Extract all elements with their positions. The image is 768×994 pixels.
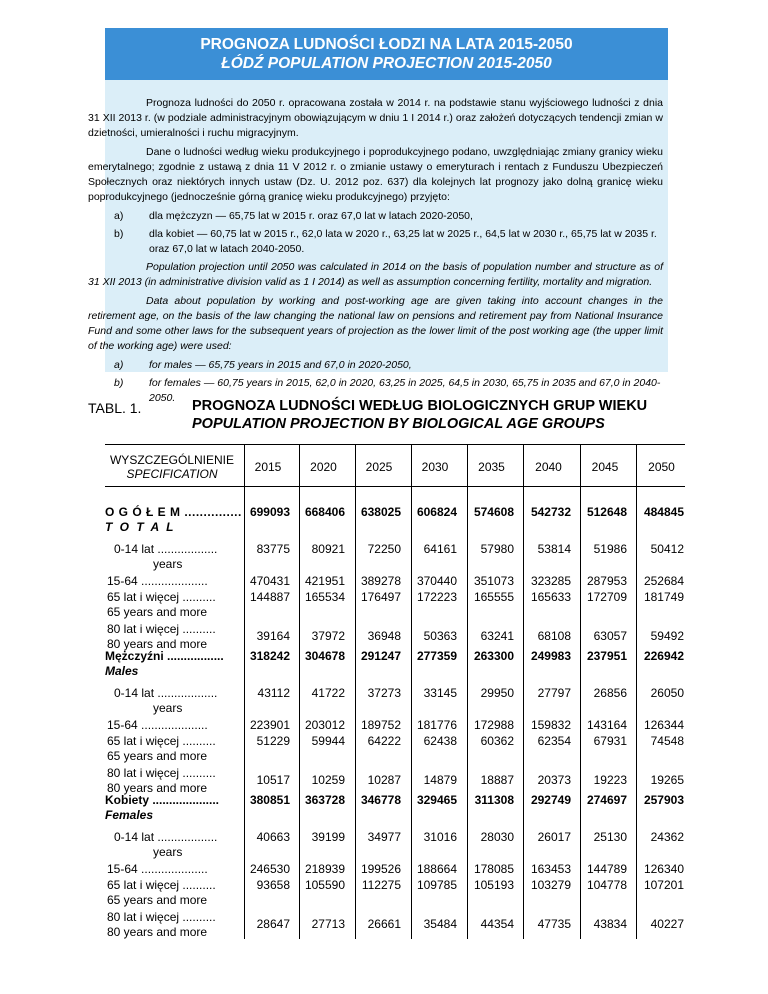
cell-value: 14879 bbox=[423, 773, 457, 787]
row-label-pl: 65 lat i więcej .......... bbox=[107, 878, 216, 892]
cell-value: 43112 bbox=[257, 686, 290, 700]
note-item-a bbox=[88, 209, 663, 224]
section-label-en: Males bbox=[105, 664, 139, 678]
row-label-en: 80 years and more bbox=[107, 781, 208, 795]
total-value: 638025 bbox=[360, 505, 401, 519]
cell-value: 59492 bbox=[650, 629, 684, 643]
total-value: 606824 bbox=[416, 505, 457, 519]
cell-value: 93658 bbox=[256, 878, 290, 892]
total-value: 318242 bbox=[249, 649, 290, 663]
section-label-en: T O T A L bbox=[105, 520, 176, 534]
cell-value: 10259 bbox=[311, 773, 345, 787]
year-header: 2015 bbox=[254, 460, 282, 474]
cell-value: 37273 bbox=[367, 686, 401, 700]
table-number: TABL. 1. bbox=[88, 400, 142, 416]
cell-value: 109785 bbox=[416, 878, 457, 892]
cell-value: 63057 bbox=[593, 629, 627, 643]
cell-value: 68108 bbox=[537, 629, 571, 643]
cell-value: 29950 bbox=[480, 686, 514, 700]
item-text: for females — 60,75 years in 2015, 62,0 in 2020, 63,25 in 2025, 64,5 in 2030, 65,75 in 2035 and 67,0 in 2040-2050. bbox=[149, 377, 661, 404]
cell-value: 112275 bbox=[361, 878, 401, 892]
row-label-en: years bbox=[153, 557, 183, 571]
year-header: 2035 bbox=[478, 460, 505, 474]
cell-value: 389278 bbox=[360, 574, 401, 588]
row-label-en: 80 years and more bbox=[107, 637, 208, 651]
cell-value: 165555 bbox=[473, 590, 514, 604]
cell-value: 107201 bbox=[643, 878, 684, 892]
cell-value: 218939 bbox=[304, 862, 345, 876]
section-label-en: Females bbox=[105, 808, 154, 822]
total-value: 329465 bbox=[416, 793, 457, 807]
cell-value: 50412 bbox=[650, 542, 684, 556]
cell-value: 51229 bbox=[256, 734, 290, 748]
note-paragraph-pl-1: Prognoza ludności do 2050 r. opracowana została w 2014 r. na podstawie stanu wyjściowego ludności z dnia 31 XII 2013 r. (w podziale administracyjnym obowiązującym w dniu 1 I 2014 r.) oraz założeń dotyczących tendencji zmian w dzietności, umieralności i ruchu migracyjnym. bbox=[88, 97, 663, 139]
cell-value: 19223 bbox=[593, 773, 627, 787]
cell-value: 26017 bbox=[537, 830, 571, 844]
cell-value: 63241 bbox=[480, 629, 514, 643]
row-label-en: 65 years and more bbox=[107, 749, 208, 763]
year-header: 2045 bbox=[591, 460, 619, 474]
cell-value: 27713 bbox=[311, 917, 345, 931]
year-header: 2020 bbox=[310, 460, 337, 474]
cell-value: 172223 bbox=[416, 590, 457, 604]
total-value: 226942 bbox=[643, 649, 684, 663]
cell-value: 178085 bbox=[473, 862, 514, 876]
cell-value: 43834 bbox=[593, 917, 627, 931]
cell-value: 53814 bbox=[537, 542, 571, 556]
row-label-pl: 65 lat i więcej .......... bbox=[107, 734, 216, 748]
row-label-pl: 0-14 lat .................. bbox=[114, 686, 218, 700]
total-value: 542732 bbox=[530, 505, 571, 519]
item-marker: a) bbox=[114, 210, 124, 222]
total-value: 484845 bbox=[643, 505, 684, 519]
cell-value: 172988 bbox=[473, 718, 514, 732]
cell-value: 104778 bbox=[586, 878, 627, 892]
cell-value: 144887 bbox=[249, 590, 290, 604]
year-header: 2040 bbox=[535, 460, 562, 474]
cell-value: 36948 bbox=[367, 629, 401, 643]
row-label-pl: 0-14 lat .................. bbox=[114, 830, 218, 844]
cell-value: 72250 bbox=[367, 542, 401, 556]
cell-value: 223901 bbox=[249, 718, 290, 732]
cell-value: 252684 bbox=[643, 574, 684, 588]
year-header: 2050 bbox=[648, 460, 675, 474]
total-value: 304678 bbox=[304, 649, 345, 663]
total-value: 380851 bbox=[249, 793, 290, 807]
cell-value: 203012 bbox=[304, 718, 345, 732]
total-value: 363728 bbox=[304, 793, 345, 807]
cell-value: 199526 bbox=[360, 862, 401, 876]
item-text: for males — 65,75 years in 2015 and 67,0 in 2020-2050, bbox=[149, 359, 412, 371]
cell-value: 31016 bbox=[423, 830, 457, 844]
cell-value: 64161 bbox=[423, 542, 457, 556]
cell-value: 25130 bbox=[593, 830, 627, 844]
cell-value: 143164 bbox=[586, 718, 627, 732]
total-value: 249983 bbox=[530, 649, 571, 663]
cell-value: 181776 bbox=[416, 718, 457, 732]
cell-value: 47735 bbox=[537, 917, 571, 931]
cell-value: 51986 bbox=[593, 542, 627, 556]
total-value: 237951 bbox=[586, 649, 627, 663]
title-polish: PROGNOZA LUDNOŚCI ŁODZI NA LATA 2015-2050 bbox=[200, 36, 573, 53]
cell-value: 181749 bbox=[643, 590, 684, 604]
cell-value: 26856 bbox=[593, 686, 627, 700]
title-banner bbox=[105, 28, 668, 80]
row-label-pl: 65 lat i więcej .......... bbox=[107, 590, 216, 604]
cell-value: 59944 bbox=[311, 734, 345, 748]
cell-value: 44354 bbox=[480, 917, 514, 931]
note-paragraph-en-1: Population projection until 2050 was calculated in 2014 on the basis of population number and structure as of 31 XII 2013 (in administrative division valid as 1 I 2014) as well as assumption concerning fertility, mortality and migration. bbox=[88, 261, 663, 288]
total-value: 512648 bbox=[586, 505, 627, 519]
cell-value: 28647 bbox=[256, 917, 290, 931]
row-label-pl: 0-14 lat .................. bbox=[114, 542, 218, 556]
item-marker: a) bbox=[114, 359, 124, 371]
total-value: 263300 bbox=[473, 649, 514, 663]
year-header: 2030 bbox=[421, 460, 449, 474]
specification-header-pl: WYSZCZEGÓLNIENIE bbox=[109, 453, 234, 467]
total-value: 346778 bbox=[360, 793, 401, 807]
note-paragraph-pl-2: Dane o ludności według wieku produkcyjnego i poprodukcyjnego podano, uwzględniając zmiany granicy wieku emerytalnego; zgodnie z ustawą z dnia 11 V 2012 r. o zmianie ustawy o emeryturach i rentach z Funduszu Ubezpieczeń Społecznych oraz niektórych innych ustaw (Dz. U. 2012 poz. 637) dla kolejnych lat prognozy jako dolną granicę wieku poprodukcyjnego (jednocześnie górną granicę wieku produkcyjnego) przyjęto: bbox=[88, 146, 663, 203]
cell-value: 370440 bbox=[416, 574, 457, 588]
table-title-polish: PROGNOZA LUDNOŚCI WEDŁUG BIOLOGICZNYCH GRUP WIEKU bbox=[192, 398, 648, 414]
note-item-a-en bbox=[88, 358, 663, 373]
row-label-en: 65 years and more bbox=[107, 893, 208, 907]
table-header-rule bbox=[105, 486, 685, 487]
row-label-en: 65 years and more bbox=[107, 605, 208, 619]
cell-value: 74548 bbox=[650, 734, 684, 748]
item-text: dla kobiet — 60,75 lat w 2015 r., 62,0 lata w 2020 r., 63,25 lat w 2025 r., 64,5 lat w 2030 r., 65,75 lat w 2035 r. oraz 67,0 lat w latach 2040-2050. bbox=[149, 228, 657, 255]
total-value: 668406 bbox=[304, 505, 345, 519]
year-header: 2025 bbox=[365, 460, 393, 474]
total-value: 699093 bbox=[249, 505, 290, 519]
cell-value: 40663 bbox=[256, 830, 290, 844]
cell-value: 159832 bbox=[530, 718, 571, 732]
row-label-pl: 15-64 .................... bbox=[107, 862, 208, 876]
cell-value: 60362 bbox=[480, 734, 514, 748]
row-label-en: years bbox=[153, 845, 183, 859]
item-marker: b) bbox=[114, 228, 124, 240]
cell-value: 80921 bbox=[311, 542, 345, 556]
cell-value: 67931 bbox=[593, 734, 627, 748]
total-value: 257903 bbox=[643, 793, 684, 807]
cell-value: 176497 bbox=[360, 590, 401, 604]
total-value: 274697 bbox=[586, 793, 627, 807]
cell-value: 189752 bbox=[360, 718, 401, 732]
note-item-b bbox=[88, 227, 663, 257]
cell-value: 470431 bbox=[249, 574, 290, 588]
cell-value: 351073 bbox=[473, 574, 514, 588]
cell-value: 165633 bbox=[530, 590, 571, 604]
cell-value: 246530 bbox=[249, 862, 290, 876]
cell-value: 27797 bbox=[537, 686, 571, 700]
cell-value: 26661 bbox=[367, 917, 401, 931]
total-value: 311308 bbox=[474, 793, 514, 807]
title-english: ŁÓDŹ POPULATION PROJECTION 2015-2050 bbox=[221, 55, 552, 72]
cell-value: 165534 bbox=[304, 590, 345, 604]
item-marker: b) bbox=[114, 377, 124, 389]
cell-value: 34977 bbox=[367, 830, 401, 844]
notes-text bbox=[88, 96, 663, 409]
cell-value: 26050 bbox=[650, 686, 684, 700]
cell-value: 39199 bbox=[311, 830, 345, 844]
cell-value: 10287 bbox=[367, 773, 401, 787]
row-label-pl: 80 lat i więcej .......... bbox=[107, 910, 216, 924]
total-value: 574608 bbox=[473, 505, 514, 519]
cell-value: 18887 bbox=[480, 773, 514, 787]
cell-value: 41722 bbox=[311, 686, 345, 700]
section-label-pl: Mężczyźni ................. bbox=[105, 649, 224, 663]
cell-value: 144789 bbox=[586, 862, 627, 876]
cell-value: 64222 bbox=[367, 734, 401, 748]
row-label-pl: 80 lat i więcej .......... bbox=[107, 622, 216, 636]
cell-value: 33145 bbox=[423, 686, 457, 700]
row-label-pl: 15-64 .................... bbox=[107, 718, 208, 732]
cell-value: 24362 bbox=[650, 830, 684, 844]
row-label-en: 80 years and more bbox=[107, 925, 208, 939]
section-label-pl: O G Ó Ł E M ............... bbox=[105, 505, 242, 519]
cell-value: 40227 bbox=[650, 917, 684, 931]
cell-value: 287953 bbox=[586, 574, 627, 588]
row-label-en: years bbox=[153, 701, 183, 715]
cell-value: 10517 bbox=[256, 773, 290, 787]
total-value: 292749 bbox=[530, 793, 571, 807]
cell-value: 57980 bbox=[480, 542, 514, 556]
section-label-pl: Kobiety .................... bbox=[105, 793, 220, 807]
item-text: dla mężczyzn — 65,75 lat w 2015 r. oraz 67,0 lat w latach 2020-2050, bbox=[149, 210, 473, 222]
cell-value: 103279 bbox=[530, 878, 571, 892]
cell-value: 62438 bbox=[423, 734, 457, 748]
table-title-english: POPULATION PROJECTION BY BIOLOGICAL AGE GROUPS bbox=[192, 416, 605, 432]
cell-value: 323285 bbox=[530, 574, 571, 588]
table-top-rule bbox=[105, 444, 685, 445]
cell-value: 35484 bbox=[423, 917, 457, 931]
total-value: 277359 bbox=[416, 649, 457, 663]
note-paragraph-en-2: Data about population by working and post-working age are given taking into account changes in the retirement age, on the basis of the law changing the national law on pensions and retirement pay from National Insurance Fund and some other laws for the subsequent years of projection as the lower limit of the post working age (the upper limit of the working age) were used: bbox=[88, 295, 663, 352]
specification-header-en: SPECIFICATION bbox=[126, 467, 218, 481]
cell-value: 163453 bbox=[530, 862, 571, 876]
cell-value: 62354 bbox=[537, 734, 571, 748]
total-value: 291247 bbox=[360, 649, 401, 663]
row-label-pl: 15-64 .................... bbox=[107, 574, 208, 588]
cell-value: 126344 bbox=[643, 718, 684, 732]
cell-value: 421951 bbox=[304, 574, 345, 588]
cell-value: 105590 bbox=[304, 878, 345, 892]
cell-value: 172709 bbox=[586, 590, 627, 604]
cell-value: 39164 bbox=[256, 629, 290, 643]
cell-value: 83775 bbox=[256, 542, 290, 556]
cell-value: 126340 bbox=[643, 862, 684, 876]
cell-value: 20373 bbox=[537, 773, 571, 787]
row-label-pl: 80 lat i więcej .......... bbox=[107, 766, 216, 780]
cell-value: 28030 bbox=[480, 830, 514, 844]
cell-value: 50363 bbox=[423, 629, 457, 643]
cell-value: 105193 bbox=[473, 878, 514, 892]
cell-value: 37972 bbox=[311, 629, 345, 643]
cell-value: 19265 bbox=[650, 773, 684, 787]
cell-value: 188664 bbox=[416, 862, 457, 876]
